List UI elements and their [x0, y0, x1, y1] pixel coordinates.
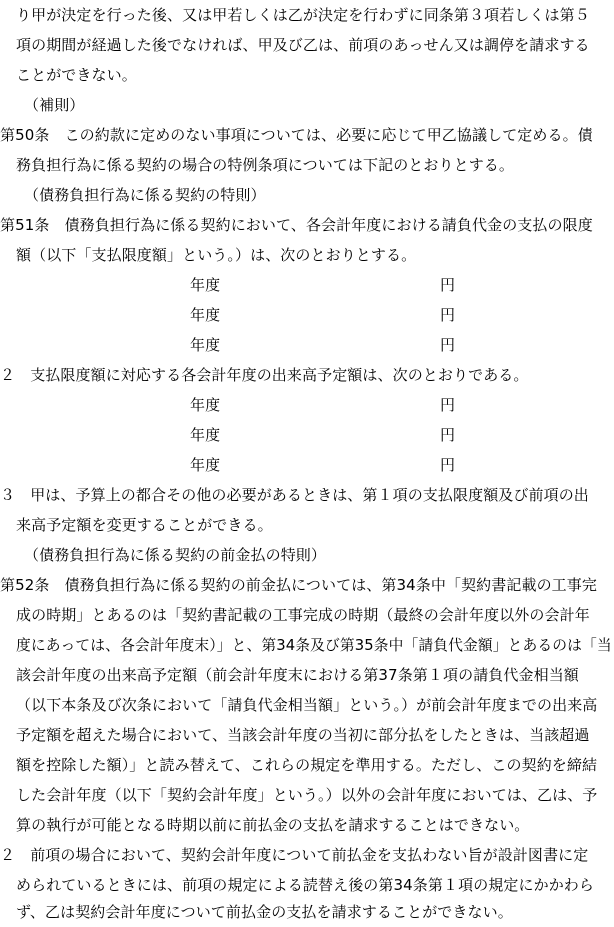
yen-unit: 円 [440, 396, 456, 414]
text-line: ず、乙は契約会計年度について前払金の支払を請求することができない。 [16, 903, 513, 921]
year-label: 年度 [190, 426, 221, 444]
article-51-para-2: ２ 支払限度額に対応する各会計年度の出来高予定額は、次のとおりである。 [0, 366, 529, 384]
forecast-row [0, 420, 614, 450]
limit-row [0, 300, 614, 330]
yen-unit: 円 [440, 276, 456, 294]
article-51: 第51条 債務負担行為に係る契約において、各会計年度における請負代金の支払の限度 [0, 216, 593, 234]
year-label: 年度 [190, 306, 221, 324]
article-52: 第52条 債務負担行為に係る契約の前金払については、第34条中「契約書記載の工事完 [0, 576, 597, 594]
section-heading: （補則） [24, 96, 85, 114]
forecast-row [0, 450, 614, 480]
text-line: 来高予定額を変更することができる。 [16, 516, 273, 534]
section-heading: （債務負担行為に係る契約の前金払の特則） [24, 546, 327, 564]
text-line: 成の時期」とあるのは「契約書記載の工事完成の時期（最終の会計年度以外の会計年 [16, 606, 590, 624]
limit-row [0, 270, 614, 300]
text-line: 算の執行が可能となる時期以前に前払金の支払を請求することはできない。 [16, 816, 530, 834]
yen-unit: 円 [440, 426, 456, 444]
article-52-para-2: ２ 前項の場合において、契約会計年度について前払金を支払わない旨が設計図書に定 [0, 846, 589, 864]
yen-unit: 円 [440, 336, 456, 354]
text-line: ことができない。 [16, 66, 137, 84]
text-line: 項の期間が経過した後でなければ、甲及び乙は、前項のあっせん又は調停を請求する [16, 36, 590, 54]
text-line: （以下本条及び次条において「請負代金相当額」という。）が前会計年度までの出来高 [16, 696, 598, 714]
text-line: り甲が決定を行った後、又は甲若しくは乙が決定を行わずに同条第３項若しくは第５ [16, 6, 590, 24]
article-51-para-3: ３ 甲は、予算上の都合その他の必要があるときは、第１項の支払限度額及び前項の出 [0, 486, 589, 504]
text-line: 務負担行為に係る契約の場合の特例条項については下記のとおりとする。 [16, 156, 515, 174]
year-label: 年度 [190, 336, 221, 354]
text-line: 該会計年度の出来高予定額（前会計年度末における第37条第１項の請負代金相当額 [16, 666, 579, 684]
text-line: した会計年度（以下「契約会計年度」という。）以外の会計年度においては、乙は、予 [16, 786, 598, 804]
text-line: 予定額を超えた場合において、当該会計年度の当初に部分払をしたときは、当該超過 [16, 726, 590, 744]
text-line: 度にあっては、各会計年度末）」と、第34条及び第35条中「請負代金額」とあるのは「当 [16, 636, 612, 654]
text-line: 額（以下「支払限度額」という。）は、次のとおりとする。 [16, 246, 417, 264]
yen-unit: 円 [440, 306, 456, 324]
year-label: 年度 [190, 276, 221, 294]
yen-unit: 円 [440, 456, 456, 474]
text-line: められているときには、前項の規定による読替え後の第34条第１項の規定にかかわら [16, 876, 594, 894]
limit-row [0, 330, 614, 360]
text-line: 額を控除した額）」と読み替えて、これらの規定を準用する。ただし、この契約を締結 [16, 756, 598, 774]
year-label: 年度 [190, 456, 221, 474]
year-label: 年度 [190, 396, 221, 414]
section-heading: （債務負担行為に係る契約の特則） [24, 186, 266, 204]
article-50: 第50条 この約款に定めのない事項については、必要に応じて甲乙協議して定める。債 [0, 126, 593, 144]
forecast-row [0, 390, 614, 420]
